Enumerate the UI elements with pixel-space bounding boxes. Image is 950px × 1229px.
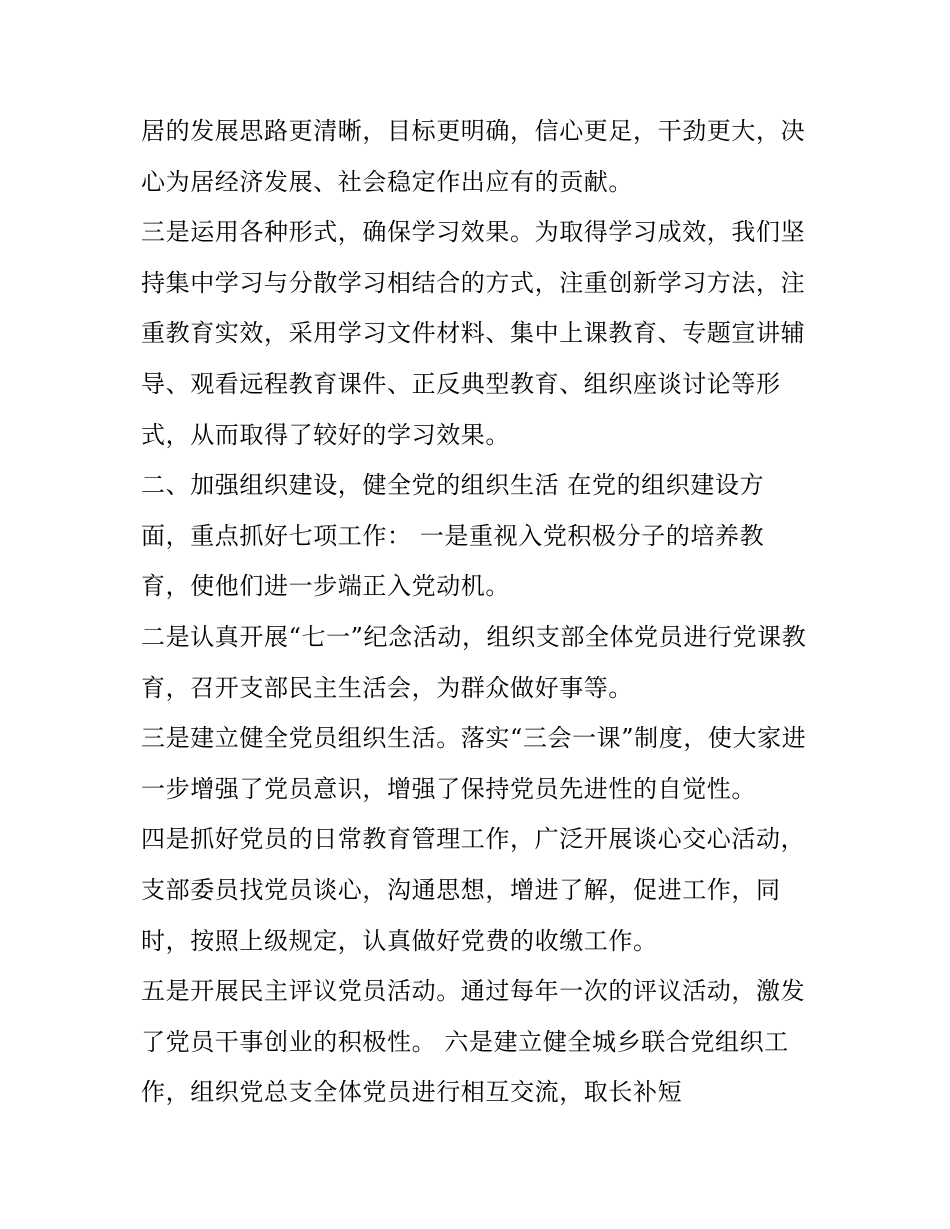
text-line: 持集中学习与分散学习相结合的方式，注重创新学习方法，注 — [141, 268, 806, 297]
text-line: 重教育实效，采用学习文件材料、集中上课教育、专题宣讲辅 — [141, 319, 806, 348]
text-line: 四是抓好党员的日常教育管理工作，广泛开展谈心交心活动， — [141, 825, 806, 854]
text-line: 育，使他们进一步端正入党动机。 — [141, 572, 510, 601]
text-line: 居的发展思路更清晰，目标更明确，信心更足，干劲更大，决 — [141, 117, 806, 145]
body-text — [141, 106, 821, 1118]
text-line: 育，召开支部民主生活会，为群众做好事等。 — [141, 673, 633, 702]
text-line: 时，按照上级规定，认真做好党费的收缴工作。 — [141, 926, 658, 955]
text-line: 面，重点抓好七项工作： 一是重视入党积极分子的培养教 — [141, 521, 765, 550]
text-line: 了党员干事创业的积极性。 六是建立健全城乡联合党组织工 — [141, 1027, 789, 1056]
text-line: 二是认真开展“七一”纪念活动，组织支部全体党员进行党课教 — [141, 622, 807, 651]
text-line: 支部委员找党员谈心，沟通思想，增进了解，促进工作，同 — [141, 875, 781, 904]
text-line: 心为居经济发展、社会稳定作出应有的贡献。 — [141, 167, 633, 196]
text-line: 作，组织党总支全体党员进行相互交流，取长补短 — [141, 1078, 683, 1107]
text-line: 式，从而取得了较好的学习效果。 — [141, 420, 510, 449]
text-line: 一步增强了党员意识，增强了保持党员先进性的自觉性。 — [141, 774, 756, 803]
section-heading-line: 二、加强组织建设，健全党的组织生活 在党的组织建设方 — [141, 471, 765, 500]
text-line: 导、观看远程教育课件、正反典型教育、组织座谈讨论等形 — [141, 369, 781, 398]
text-line: 三是运用各种形式，确保学习效果。为取得学习成效，我们坚 — [141, 218, 806, 247]
text-line: 三是建立健全党员组织生活。落实“三会一课”制度，使大家进 — [141, 724, 807, 753]
text-line: 五是开展民主评议党员活动。通过每年一次的评议活动，激发 — [141, 977, 806, 1006]
